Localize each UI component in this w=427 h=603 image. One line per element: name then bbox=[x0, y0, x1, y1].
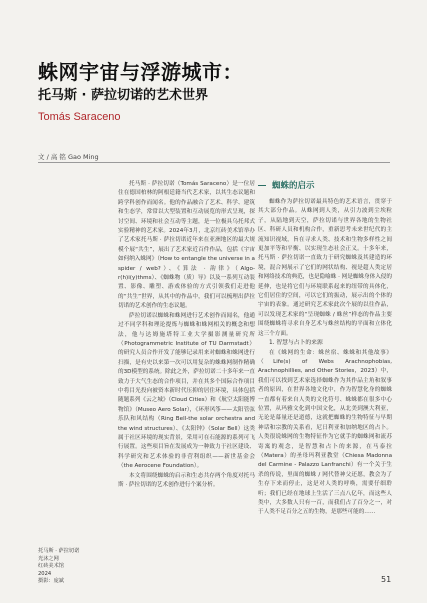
article-title: 蛛网宇宙与浮游城市： bbox=[38, 60, 243, 84]
left-column bbox=[118, 180, 255, 490]
page-number: 51 bbox=[381, 575, 392, 584]
author-credit: 文 / 高 铭 Gao Ming bbox=[38, 153, 99, 161]
body-paragraph: 蜘蛛作为萨拉切诺最具特色的艺术语言，贯穿于其大部分作品。从蛛网到人类，从引力波到尘埃粒子，从陆地到天空，萨拉切诺与世界各地的生物社区、科研人员和机构合作，重新思考未来世纪代的主流知识视域，旨在寻求人类、技术和生物多样性之间更加平等和平衡、以实现生态社会正义。十多年来，托马斯 · 萨拉切诺一直致力于研究蜘蛛及其建造的环境，混合网展示了它们的网状结构、视是超人类定居和网络技术的典范，也是隐喻蛛 · 网是蜘蛛身体入侵的延伸，也是将它们与环境联系起来的纽带的具体化，它们居住的空间，可以它们的振动，展示出的个体的宇宙的表象。通过研究艺术家此次个展的以往作品，可以发现艺术家的“呈现蜘蛛 / 蛛丝”样态的作品主要围绕蜘蛛将寻求自身艺术与蛛丝结构的平面和立体化这三个方面。 bbox=[258, 199, 392, 337]
caption-line: 红砖美术馆 bbox=[38, 563, 64, 569]
header-divider bbox=[38, 162, 390, 163]
caption-line: 托马斯 · 萨拉切诺 bbox=[38, 548, 80, 554]
body-paragraph: 在《蛛网的生命：蛛丝宿、蛛蛛和其他故事》（Life(s) of Webs Arachnophobias, Arachnophillies, and Other Stories，2023）中，我们可以找到艺术家选择蜘蛛作为其作品主角和叙事者的原因，在世界各地文化中，作为智慧化身的蜘蛛一直都有着来自人类的文化符号、蛛蛛都在很多中心位置，从玛雅文化到中国文化，从北美到澳大利亚，无论是幕量还是道德，这就把蜘蛛的生物特征与早期神话和宗教的关系看，尼日利亚和加纳地区的占卜。人类很说蛛网的生物特征作为它就手的蜘蛛网和流苏寄寓的观念，是智慧和占卜的来源，在马泰拉（Matera）的圣母玛利亚教堂（Chiesa Madonna del Carmine - Palazzo Lanfranchi）有一个关于生杀的传说，里面的蜘蛛 / 网代替神父还愿，教会为了生存下来而停止，这是对人类的呼唤，需要仔细聆听；我们已经在地球上生活了三点八亿年，而这些人类中，大多数人只有一百，而我们占了百分之一，对于人类不足百分之五的生物，是那些可能的…… bbox=[258, 349, 392, 516]
caption-line: 2024 bbox=[38, 570, 52, 577]
right-column bbox=[258, 180, 392, 518]
body-paragraph: 托马斯 · 萨拉切诺（Tomás Saraceno）是一位居住在德国柏林的阿根廷籍当代艺术家，以其生态议题和跨学科创作而闻名。他的作品融合了艺术、科学、建筑和生态学，常常以大型装置和互动展览的形式呈现，探讨空间、环境和社会互动等主题，是一位极具乌托邦式实验精神的艺术家。2024年3月，北京红砖美术馆举办了艺术家托马斯 · 萨拉切诺近年来在亚洲地区的最大规模个展“共生”，展出了艺术家近百件作品，包括《宇宙如何纳入蛛网》（How to entangle the universe in a spider / web?）、《算法 · 韵律》（Algo-r(h)i(y)thms）、《蜘蛛物（质）导》以及一系列互动装置、影像、雕塑、游戏体验的方式引领我们走进他的“共生”世界，从其中的作品中，我们可以梳理出萨拉切诺的艺术创作的生态议题。 bbox=[118, 181, 255, 310]
artist-name: Tomás Saraceno bbox=[38, 111, 121, 123]
section-heading-dash bbox=[258, 185, 266, 186]
title-block bbox=[38, 60, 398, 124]
caption-line: 光沐之网 bbox=[38, 555, 59, 562]
sub-heading: 1. 智慧与占卜的来源 bbox=[269, 340, 323, 347]
article-subtitle: 托马斯 · 萨拉切诺的艺术世界 bbox=[38, 88, 208, 103]
section-heading bbox=[258, 180, 392, 192]
section-heading-text: 蜘蛛的启示 bbox=[272, 181, 315, 191]
image-caption bbox=[38, 548, 79, 586]
body-paragraph: 萨拉切诺以蜘蛛和蛛网进行艺术创作而闻名，他通过不同学科和理论提炼与蜘蛛和蛛网相关的概念和想法，他与达姆施塔特工业大学摄影测量研究所（Photogrammetric Institute of TU Darmstadt）的研究人员合作开发了能够记录用来对蜘蛛和蛛网进行扫描，是有史以来第一次可以用复杂的蛛蛛网制作精确的3D模型的系统。除此之外，萨拉切诺二十多年来一直致力于大气生态的合作项目，并在其多个国际合作项目中将目光投向被资本新时代压抑的居住环境，具体包括随题系列《云之城》（Cloud Cities）和《航空太阳能博物馆》（Museo Aero Solar），《环形风筝——太阳管弦乐队和风结构（Ring Bell-the solar orchestra and the wind structures）、《太阳钟》（Solar Bell）这类属于社区环境的现实背景，采用可在石能源的系列可飞行展置。这些项目旨在发展成为一种致力于社区建设、科学研究和艺术体验的非营利组织——新世基金会（the Aerocene Foundation）。 bbox=[118, 312, 255, 470]
body-paragraph: 本文将围绕蜘蛛的启示和生态共存两个角度对托马斯 · 萨拉切诺的艺术创作进行个案分析。 bbox=[118, 472, 255, 488]
caption-line: 摄影：庞斌 bbox=[38, 578, 64, 584]
